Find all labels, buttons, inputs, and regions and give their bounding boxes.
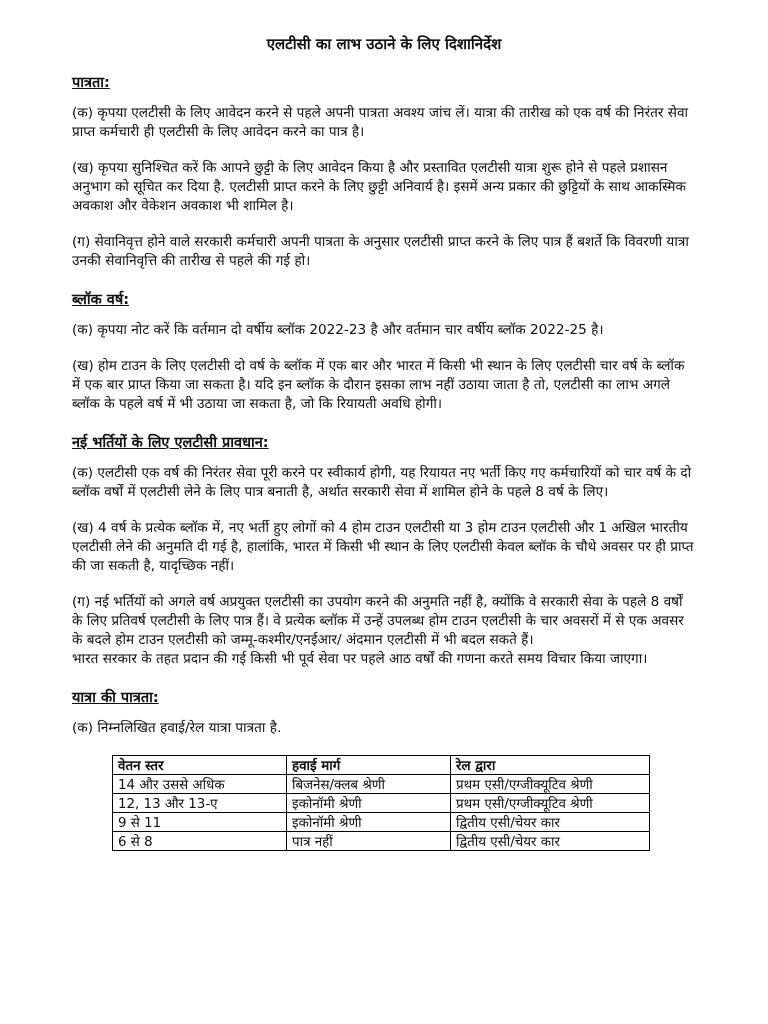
paragraph: (ग) नई भर्तियों को अगले वर्ष अप्रयुक्त एलटीसी का उपयोग करने की अनुमति नहीं है, क्योंकि वे सरकारी सेवा के पहले 8 वर्षों के लिए प्रतिवर्ष एलटीसी के लिए पात्र हैं। वे प्रत्येक ब्लॉक में उन्हें उपलब्ध होम टाउन एलटीसी के चार अवसरों में से एक अवसर के बदले होम टाउन एलटीसी को जम्मू-कश्मीर/एनईआर/ अंदमान एलटीसी में भी बदल सकते हैं। — [72, 594, 684, 648]
table-header-row — [113, 756, 650, 775]
section-heading-block-year: ब्लॉक वर्ष: — [72, 292, 130, 308]
document-title: एलटीसी का लाभ उठाने के लिए दिशानिर्देश — [266, 35, 502, 53]
table-cell: 12, 13 और 13-ए — [113, 794, 287, 813]
table-cell: 6 से 8 — [113, 832, 287, 851]
table-cell: प्रथम एसी/एग्जीक्यूटिव श्रेणी — [451, 794, 650, 813]
table-row — [113, 832, 650, 851]
paragraph: (क) कृपया एलटीसी के लिए आवेदन करने से पहले अपनी पात्रता अवश्य जांच लें। यात्रा की तारीख को एक वर्ष की निरंतर सेवा प्राप्त कर्मचारी ही एलटीसी के लिए आवेदन करने का पात्र है। — [72, 105, 689, 140]
table-cell: पात्र नहीं — [287, 832, 451, 851]
entitlement-table — [112, 755, 650, 851]
paragraph: (क) कृपया नोट करें कि वर्तमान दो वर्षीय ब्लॉक 2022-23 है और वर्तमान चार वर्षीय ब्लॉक 2022-25 है। — [72, 322, 604, 338]
paragraph: (क) एलटीसी एक वर्ष की निरंतर सेवा पूरी करने पर स्वीकार्य होगी, यह रियायत नए भर्ती किए गए कर्मचारियों को चार वर्ष के दो ब्लॉक वर्षों में एलटीसी लेने के लिए पात्र बनाती है, अर्थात सरकारी सेवा में शामिल होने के पहले 8 वर्ष के लिए। — [72, 465, 692, 500]
paragraph: (ख) 4 वर्ष के प्रत्येक ब्लॉक में, नए भर्ती हुए लोगों को 4 होम टाउन एलटीसी या 3 होम टाउन एलटीसी और 1 अखिल भारतीय एलटीसी लेने की अनुमति दी गई है, हालांकि, भारत में किसी भी स्थान के लिए एलटीसी केवल ब्लॉक के चौथे अवसर पर ही प्राप्त की जा सकती है, यादृच्छिक नहीं। — [72, 520, 694, 574]
section-heading-new-recruits: नई भर्तियों के लिए एलटीसी प्रावधान: — [72, 435, 269, 451]
column-header-rail: रेल द्वारा — [451, 756, 650, 775]
column-header-pay-level: वेतन स्तर — [113, 756, 287, 775]
table-cell: 14 और उससे अधिक — [113, 775, 287, 794]
section-heading-eligibility: पात्रता: — [72, 75, 110, 91]
table-cell: बिजनेस/क्लब श्रेणी — [287, 775, 451, 794]
paragraph: (ग) सेवानिवृत्त होने वाले सरकारी कर्मचारी अपनी पात्रता के अनुसार एलटीसी प्राप्त करने के लिए पात्र हैं बशर्ते कि विवरणी यात्रा उनकी सेवानिवृत्ति की तारीख से पहले की गई हो। — [72, 234, 689, 269]
table-cell: द्वितीय एसी/चेयर कार — [451, 813, 650, 832]
table-row — [113, 813, 650, 832]
table-cell: प्रथम एसी/एग्जीक्यूटिव श्रेणी — [451, 775, 650, 794]
table-row — [113, 775, 650, 794]
table-cell: इकोनॉमी श्रेणी — [287, 813, 451, 832]
paragraph: (ख) कृपया सुनिश्चित करें कि आपने छुट्टी के लिए आवेदन किया है और प्रस्तावित एलटीसी यात्रा शुरू होने से पहले प्रशासन अनुभाग को सूचित कर दिया है. एलटीसी प्राप्त करने के लिए छुट्टी अनिवार्य है। इसमें अन्य प्रकार की छुट्टियों के साथ आकस्मिक अवकाश और वेकेशन अवकाश भी शामिल है। — [72, 160, 687, 214]
table-row — [113, 794, 650, 813]
column-header-air: हवाई मार्ग — [287, 756, 451, 775]
table-cell: इकोनॉमी श्रेणी — [287, 794, 451, 813]
table-cell: 9 से 11 — [113, 813, 287, 832]
paragraph: भारत सरकार के तहत प्रदान की गई किसी भी पूर्व सेवा पर पहले आठ वर्षों की गणना करते समय विचार किया जाएगा। — [72, 651, 648, 667]
section-heading-travel-eligibility: यात्रा की पात्रता: — [72, 690, 159, 706]
paragraph: (ख) होम टाउन के लिए एलटीसी दो वर्ष के ब्लॉक में एक बार और भारत में किसी भी स्थान के लिए एलटीसी चार वर्ष के ब्लॉक में एक बार प्राप्त किया जा सकता है। यदि इन ब्लॉक के दौरान इसका लाभ नहीं उठाया जाता है तो, एलटीसी का लाभ अगले ब्लॉक के पहले वर्ष में भी उठाया जा सकता है, जो कि रियायती अवधि होगी। — [72, 358, 685, 412]
table-cell: द्वितीय एसी/चेयर कार — [451, 832, 650, 851]
paragraph: (क) निम्नलिखित हवाई/रेल यात्रा पात्रता है. — [72, 720, 282, 736]
